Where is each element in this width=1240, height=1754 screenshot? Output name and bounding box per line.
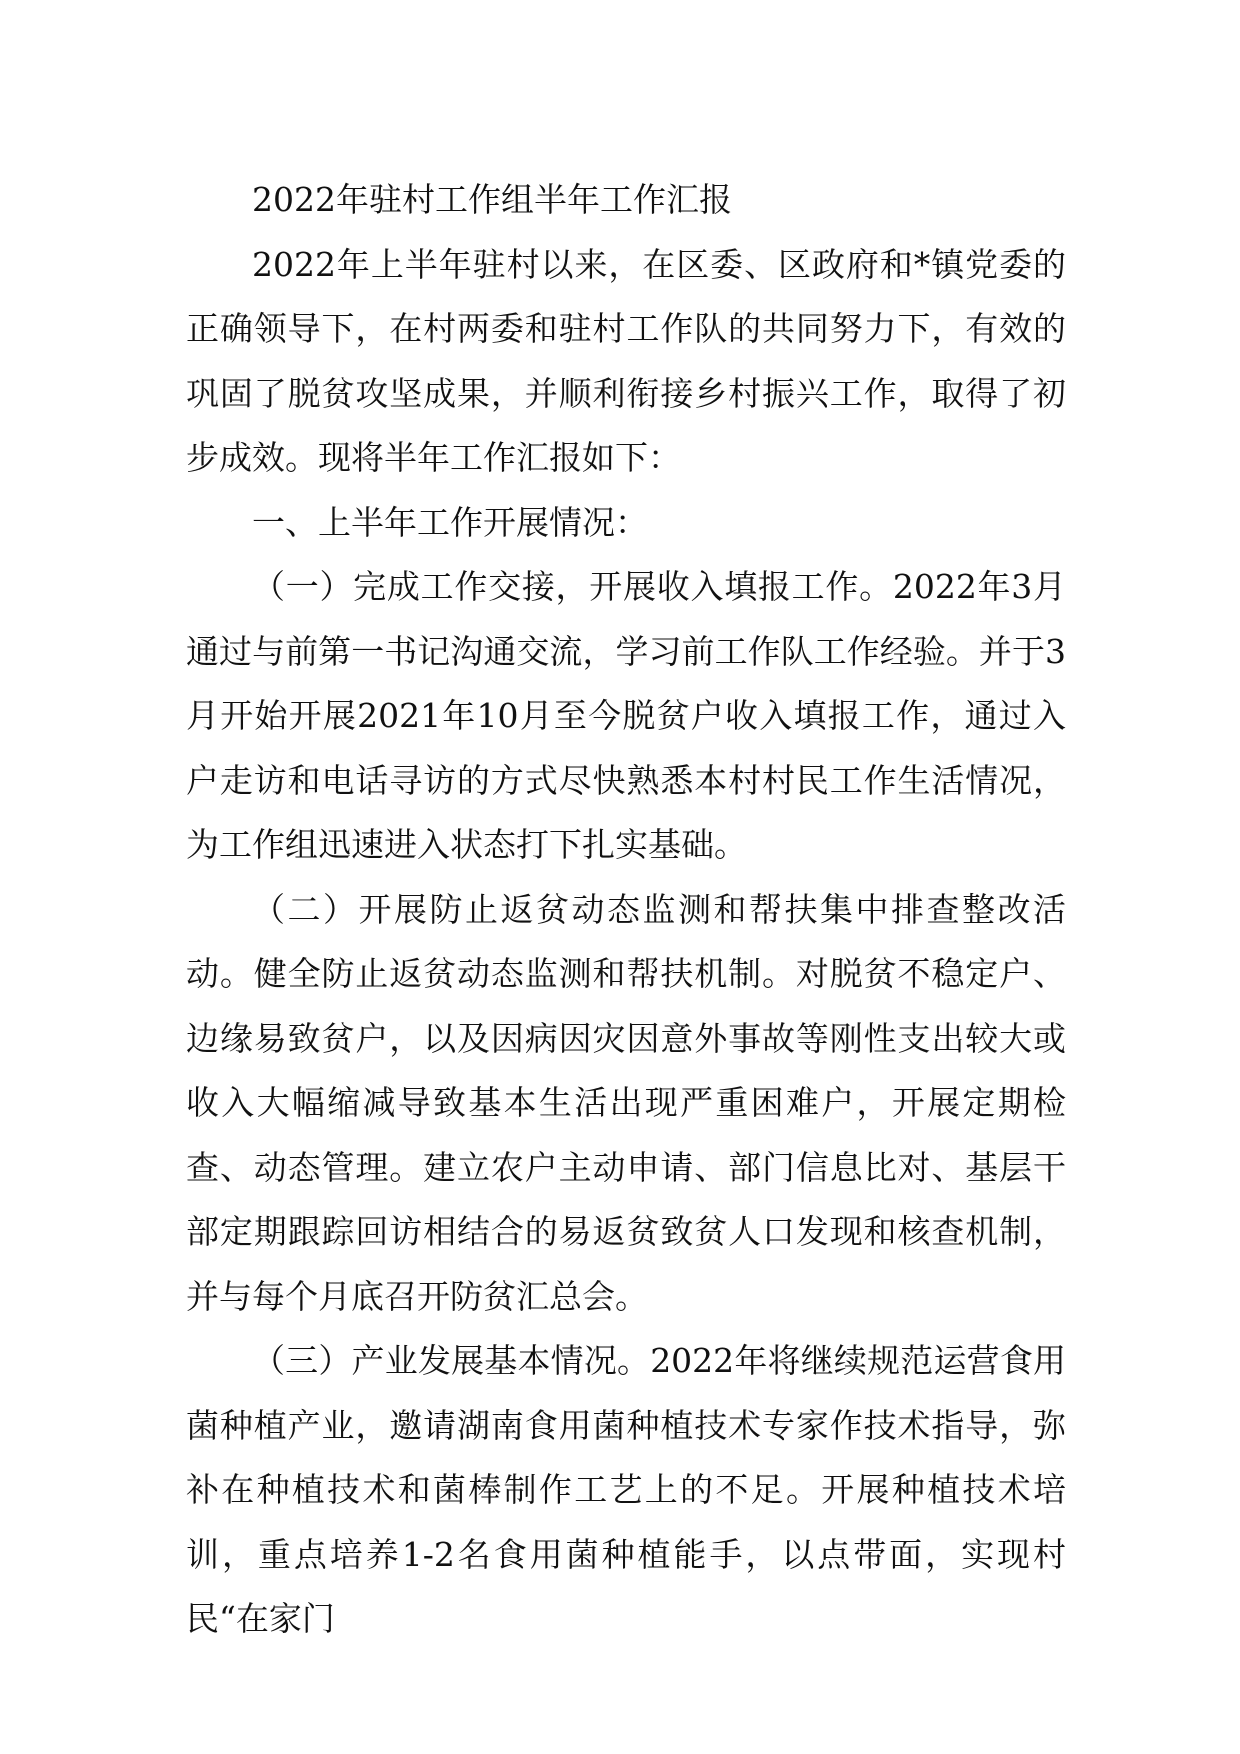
subsection-paragraph-2: （二）开展防止返贫动态监测和帮扶集中排查整改活动。健全防止返贫动态监测和帮扶机制。对脱贫不稳定户、边缘易致贫户，以及因病因灾因意外事故等刚性支出较大或收入大幅缩减导致基本生活出现严重困难户，开展定期检查、动态管理。建立农户主动申请、部门信息比对、基层干部定期跟踪回访相结合的易返贫致贫人口发现和核查机制，并与每个月底召开防贫汇总会。 xyxy=(186,889,1066,1316)
subsection-paragraph-1: （一）完成工作交接，开展收入填报工作。2022年3月通过与前第一书记沟通交流，学习前工作队工作经验。并于3月开始开展2021年10月至今脱贫户收入填报工作，通过入户走访和电话寻访的方式尽快熟悉本村村民工作生活情况，为工作组迅速进入状态打下扎实基础。 xyxy=(186,567,1066,864)
document-title: 2022年驻村工作组半年工作汇报 xyxy=(252,180,732,219)
document-body xyxy=(186,168,1066,1652)
intro-paragraph: 2022年上半年驻村以来，在区委、区政府和*镇党委的正确领导下，在村两委和驻村工作队的共同努力下，有效的巩固了脱贫攻坚成果，并顺利衔接乡村振兴工作，取得了初步成效。现将半年工作汇报如下： xyxy=(186,244,1066,477)
section-heading: 一、上半年工作开展情况： xyxy=(252,502,648,542)
subsection-paragraph-3: （三）产业发展基本情况。2022年将继续规范运营食用菌种植产业，邀请湖南食用菌种植技术专家作技术指导，弥补在种植技术和菌棒制作工艺上的不足。开展种植技术培训，重点培养1-2名食用菌种植能手，以点带面，实现村民“在家门 xyxy=(186,1341,1066,1638)
